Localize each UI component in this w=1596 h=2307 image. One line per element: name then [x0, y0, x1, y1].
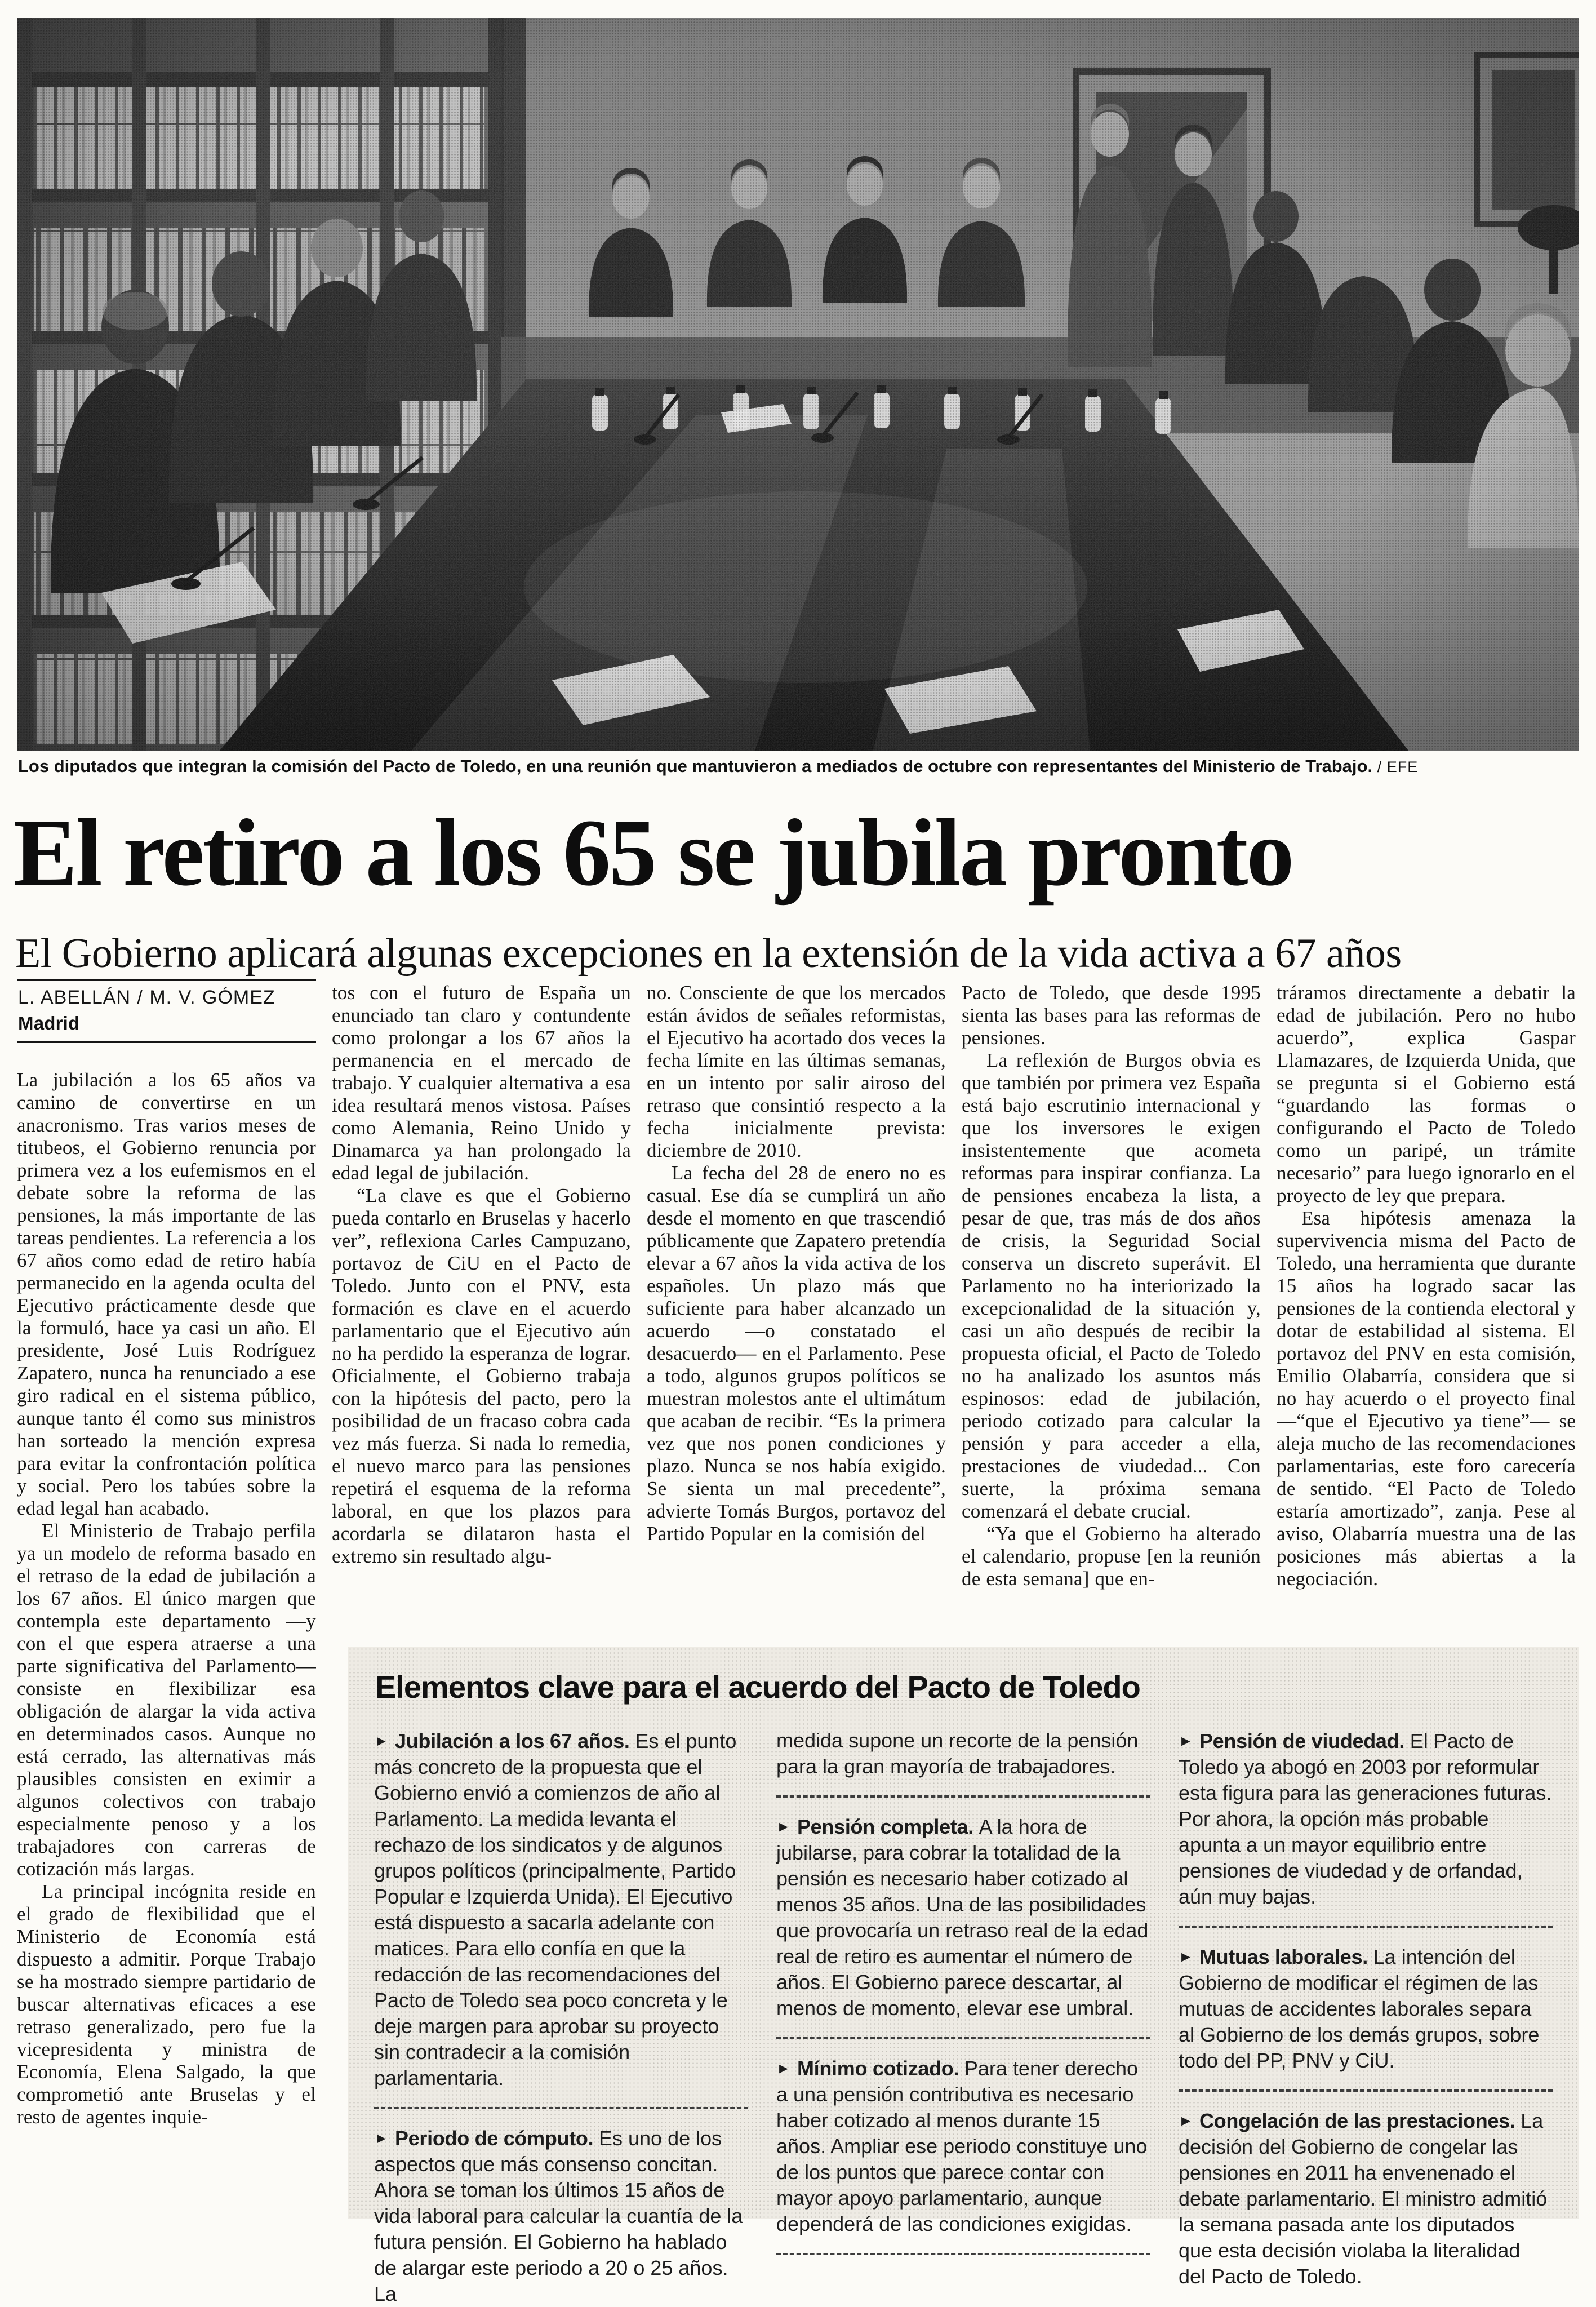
factbox-item-lead: Pensión de viudedad.	[1199, 1729, 1410, 1753]
dashed-divider	[1179, 2089, 1553, 2092]
dashed-divider	[1179, 1926, 1553, 1928]
factbox-item-lead: Jubilación a los 67 años.	[394, 1729, 635, 1753]
factbox-item-text: La decisión del Gobierno de congelar las pensiones en 2011 ha envenenado el debate parlamentario. El ministro admitió la semana pasada ante los diputados que esta decisión violaba la literalidad del Pacto de Toledo.	[1179, 2109, 1548, 2288]
body-paragraph: La reflexión de Burgos obvia es que también por primera vez España está bajo escrutinio internacional y que los inversores le exigen insistentemente que acometa reformas para inspirar confianza. La de pensiones encabeza la lista, a pesar de que, tras más de dos años de crisis, la Seguridad Social conserva un discreto superávit. El Parlamento no ha interiorizado la excepcionalidad de la situación y, casi un año después de recibir la propuesta oficial, el Pacto de Toledo no ha analizado los asuntos más espinosos: edad de jubilación, periodo cotizado para calcular la pensión y para acceder a ella, prestaciones de viudedad... Con suerte, la próxima semana comenzará el debate crucial.	[962, 1049, 1261, 1522]
byline	[17, 979, 316, 1043]
factbox-item	[374, 2125, 748, 2307]
factbox-item-text: A la hora de jubilarse, para cobrar la totalidad de la pensión es necesario haber cotizado al menos 35 años. Una de las posibilidades que provocaría un retraso real de la edad real de retiro es aumentar el número de años. El Gobierno parece descartar, al menos de momento, elevar ese umbral.	[776, 1815, 1149, 2020]
caption-text: Los diputados que integran la comisión del Pacto de Toledo, en una reunión que mantuvieron a mediados de octubre con representantes del Ministerio de Trabajo.	[18, 756, 1373, 776]
byline-authors: L. ABELLÁN / M. V. GÓMEZ	[18, 987, 275, 1008]
factbox-item-text: medida supone un recorte de la pensión para la gran mayoría de trabajadores.	[776, 1729, 1139, 1778]
factbox-item	[776, 1813, 1150, 2021]
bullet-arrow-icon: ►	[374, 2129, 395, 2146]
factbox-item-text: El Pacto de Toledo ya abogó en 2003 por reformular esta figura para las generaciones futuras. Por ahora, la opción más probable apunta a un mayor equilibrio entre pensiones de viudedad y de orfandad, aún muy bajas.	[1179, 1729, 1552, 1908]
factbox-item-text: Es el punto más concreto de la propuesta que el Gobierno envió a comienzos de año al Parlamento. La medida levanta el rechazo de los sindicatos y de algunos grupos políticos (principalmente, Partido Popular e Izquierda Unida). El Ejecutivo está dispuesto a sacarla adelante con matices. Para ello confía en que la redacción de las recomendaciones del Pacto de Toledo sea poco concreta y le deje margen para aprobar su proyecto sin contradecir a la comisión parlamentaria.	[374, 1729, 737, 2089]
factbox-item	[776, 1728, 1150, 1780]
photo-credit: / EFE	[1377, 758, 1419, 775]
headline: El retiro a los 65 se jubila pronto	[14, 800, 1293, 906]
dashed-divider	[374, 2107, 748, 2109]
byline-location: Madrid	[18, 1013, 80, 1033]
photo-caption	[18, 755, 1580, 778]
factbox-item-lead: Mutuas laborales.	[1199, 1945, 1373, 1968]
body-paragraph: “Ya que el Gobierno ha alterado el calendario, propuse [en la reunión de esta semana] que en-	[962, 1523, 1261, 1590]
body-paragraph: tráramos directamente a debatir la edad de jubilación. Pero no hubo acuerdo”, explica Gaspar Llamazares, de Izquierda Unida, que se pregunta si el Gobierno está “guardando las formas o configurando el Pacto de Toledo como un paripé, un trámite necesario” para luego ignorarlo en el proyecto de ley que prepara.	[1277, 982, 1576, 1206]
article-column-5	[1277, 982, 1576, 1590]
bullet-arrow-icon: ►	[1179, 1732, 1199, 1749]
factbox	[348, 1647, 1579, 2305]
factbox-item	[1179, 1728, 1553, 1910]
factbox-item-lead: Periodo de cómputo.	[394, 2127, 599, 2150]
body-paragraph: La jubilación a los 65 años va camino de convertirse en un anacronismo. Tras varios meses de titubeos, el Gobierno renuncia por primera vez a los eufemismos en el debate sobre la reforma de las pensiones, la más importante de las tareas pendientes. La referencia a los 67 años como edad de retiro había permanecido en la agenda oculta del Ejecutivo prácticamente desde que la formuló, hace ya casi un año. El presidente, José Luis Rodríguez Zapatero, nunca ha renunciado a ese giro radical en el sistema público, aunque tanto él como sus ministros han sorteado la mención expresa para evitar la confrontación política y social. Pero los tabúes sobre la edad legal han acabado.	[17, 1069, 316, 1519]
bullet-arrow-icon: ►	[1179, 1948, 1199, 1965]
article-column-3	[647, 982, 946, 1545]
factbox-column-2	[776, 1728, 1150, 2307]
article-column-1	[17, 979, 316, 2213]
factbox-column-1	[374, 1728, 748, 2307]
factbox-item-text: Es uno de los aspectos que más consenso concitan. Ahora se toman los últimos 15 años de vida laboral para calcular la cuantía de la futura pensión. El Gobierno ha hablado de alargar este periodo a 20 o 25 años. La	[374, 2127, 743, 2305]
news-photo	[17, 18, 1579, 751]
vignette	[17, 18, 1579, 751]
body-paragraph: tos con el futuro de España un enunciado tan claro y contundente como prolongar a los 67 años la permanencia en el mercado de trabajo. Y cualquier alternativa a esa idea resultará menos vistosa. Países como Alemania, Reino Unido y Dinamarca ya han prolongado la edad legal de jubilación.	[332, 982, 631, 1184]
bullet-arrow-icon: ►	[776, 2060, 797, 2077]
dashed-divider	[776, 2037, 1150, 2039]
meeting-room-illustration	[17, 18, 1579, 751]
subheadline: El Gobierno aplicará algunas excepciones en la extensión de la vida activa a 67 años	[15, 930, 1402, 977]
body-paragraph: La fecha del 28 de enero no es casual. Ese día se cumplirá un año desde el momento en que trascendió públicamente que Zapatero pretendía elevar a 67 años la vida activa de los españoles. Un plazo más que suficiente para haber alcanzado un acuerdo —o constatado el desacuerdo— en el Parlamento. Pese a todo, algunos grupos políticos se muestran molestos ante el ultimátum que acaban de recibir. “Es la primera vez que nos ponen condiciones y plazo. Nunca se nos había exigido. Se sienta un mal precedente”, advierte Tomás Burgos, portavoz del Partido Popular en la comisión del	[647, 1162, 946, 1545]
factbox-column-3	[1179, 1728, 1553, 2307]
article-column-4	[962, 982, 1261, 1590]
dashed-divider	[776, 1795, 1150, 1798]
factbox-item-lead: Pensión completa.	[797, 1815, 979, 1838]
factbox-title: Elementos clave para el acuerdo del Pacto de Toledo	[375, 1669, 1140, 1705]
bullet-arrow-icon: ►	[374, 1732, 395, 1749]
article-column-2	[332, 982, 631, 1568]
factbox-item	[374, 1728, 748, 2091]
body-paragraph: El Ministerio de Trabajo perfila ya un modelo de reforma basado en el retraso de la edad de jubilación a los 67 años. El único margen que contempla este departamento —y con el que espera atraerse a una parte significativa del Parlamento— consiste en flexibilizar esa obligación de alargar la vida activa en determinados casos. Aunque no está cerrado, las alternativas más plausibles consisten en eximir a algunos colectivos con trabajo especialmente penoso y a los trabajadores con carreras de cotización más largas.	[17, 1520, 316, 1880]
body-paragraph: Pacto de Toledo, que desde 1995 sienta las bases para las reformas de pensiones.	[962, 982, 1261, 1049]
factbox-item-lead: Congelación de las prestaciones.	[1199, 2109, 1521, 2132]
body-paragraph: no. Consciente de que los mercados están ávidos de señales reformistas, el Ejecutivo ha acortado dos veces la fecha límite en las últimas semanas, en un intento por salir airoso del retraso que consintió respecto a la fecha inicialmente prevista: diciembre de 2010.	[647, 982, 946, 1161]
factbox-item-text: La intención del Gobierno de modificar el régimen de las mutuas de accidentes laborales separa al Gobierno de los demás grupos, sobre todo del PP, PNV y CiU.	[1179, 1945, 1540, 2072]
factbox-columns	[374, 1728, 1553, 2307]
factbox-item-text: Para tener derecho a una pensión contributiva es necesario haber cotizado al menos durante 15 años. Ampliar ese periodo constituye uno de los puntos que parece contar con mayor apoyo parlamentario, aunque dependerá de las condiciones exigidas.	[776, 2057, 1148, 2235]
bullet-arrow-icon: ►	[776, 1818, 797, 1835]
factbox-item	[1179, 2108, 1553, 2290]
body-paragraph: La principal incógnita reside en el grado de flexibilidad que el Ministerio de Economía está dispuesto a admitir. Porque Trabajo se ha mostrado siempre partidario de buscar alternativas eficaces a ese retraso generalizado, pero fue la vicepresidenta y ministra de Economía, Elena Salgado, la que comprometió ante Bruselas y el resto de agentes inquie-	[17, 1880, 316, 2128]
factbox-item	[1179, 1944, 1553, 2074]
bullet-arrow-icon: ►	[1179, 2112, 1199, 2129]
dashed-divider	[776, 2253, 1150, 2255]
factbox-item-lead: Mínimo cotizado.	[797, 2057, 964, 2080]
body-paragraph: “La clave es que el Gobierno pueda contarlo en Bruselas y hacerlo ver”, reflexiona Carles Campuzano, portavoz de CiU en el Pacto de Toledo. Junto con el PNV, esta formación es clave en el acuerdo parlamentario que el Ejecutivo aún no ha perdido la esperanza de lograr. Oficialmente, el Gobierno trabaja con la hipótesis del pacto, pero la posibilidad de un fracaso cobra cada vez más fuerza. Si nada lo remedia, el nuevo marco para las pensiones repetirá el esquema de la reforma laboral, en que los plazos para acordarla se dilataron hasta el extremo sin resultado algu-	[332, 1184, 631, 1567]
factbox-item	[776, 2055, 1150, 2237]
body-paragraph: Esa hipótesis amenaza la supervivencia misma del Pacto de Toledo, una herramienta que durante 15 años ha logrado sacar las pensiones de la contienda electoral y dotar de estabilidad al sistema. El portavoz del PNV en esta comisión, Emilio Olabarría, considera que si no hay acuerdo o el proyecto final —“que el Ejecutivo ya tiene”— se aleja mucho de las recomendaciones parlamentarias, este foro carecería de sentido. “El Pacto de Toledo estaría amortizado”, zanja. Pese al aviso, Olabarría muestra una de las posiciones más abiertas a la negociación.	[1277, 1207, 1576, 1590]
